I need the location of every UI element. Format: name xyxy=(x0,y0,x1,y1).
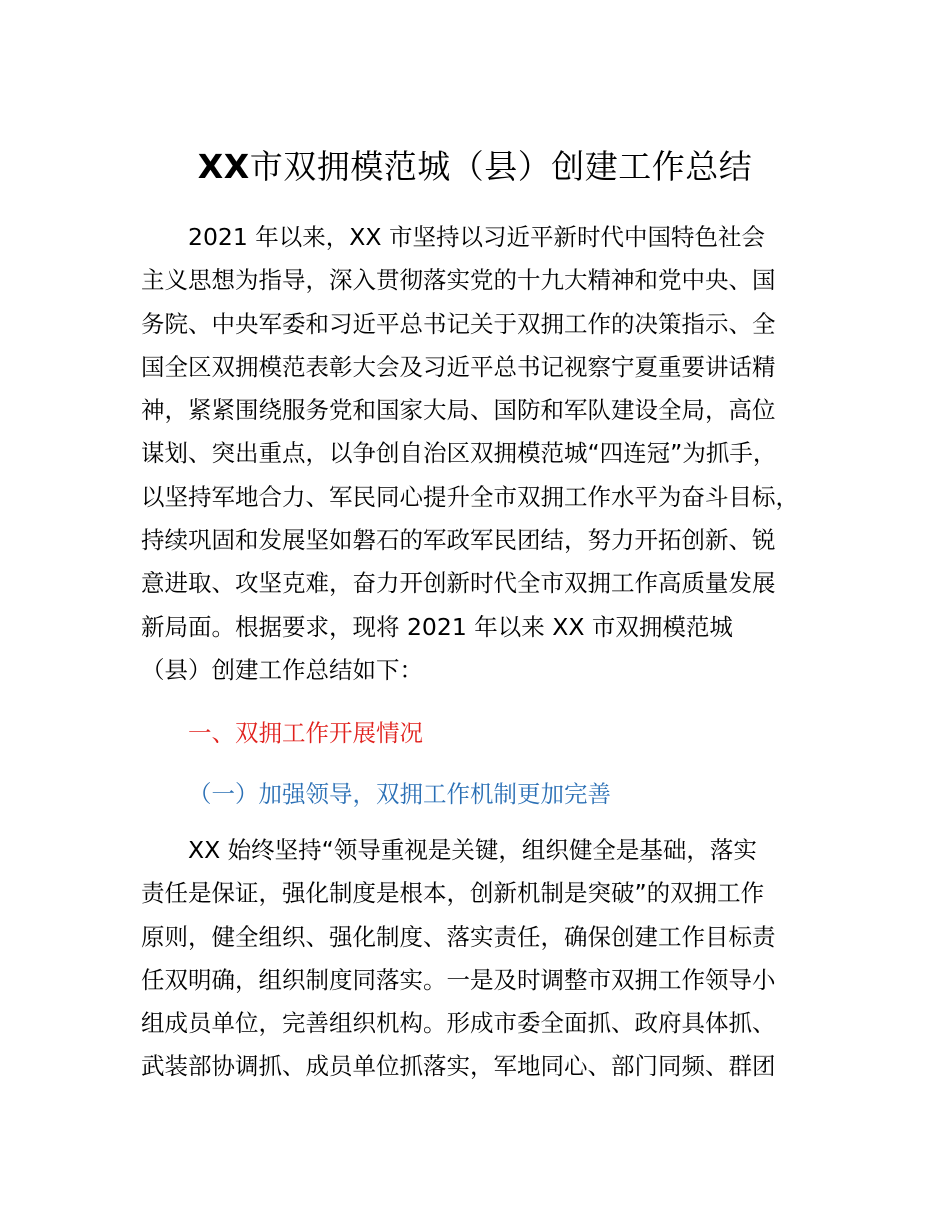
paragraph-intro xyxy=(141,216,841,692)
title-lead: XX xyxy=(197,147,250,186)
paragraph-line: 任双明确，组织制度同落实。一是及时调整市双拥工作领导小 xyxy=(141,965,776,994)
paragraph-line: 国全区双拥模范表彰大会及习近平总书记视察宁夏重要讲话精 xyxy=(141,352,776,381)
paragraph-line: 务院、中央军委和习近平总书记关于双拥工作的决策指示、全 xyxy=(141,309,776,338)
paragraph-line: 组成员单位，完善组织机构。形成市委全面抓、政府具体抓、 xyxy=(141,1009,776,1038)
paragraph-line: 以坚持军地合力、军民同心提升全市双拥工作水平为奋斗目标， xyxy=(141,482,799,511)
paragraph-line: 武装部协调抓、成员单位抓落实，军地同心、部门同频、群团 xyxy=(141,1052,776,1081)
paragraph-line: （县）创建工作总结如下： xyxy=(141,655,423,684)
paragraph-line: 神，紧紧围绕服务党和国家大局、国防和军队建设全局，高位 xyxy=(141,396,776,425)
paragraph-line: XX 始终坚持“领导重视是关键，组织健全是基础，落实 xyxy=(188,836,757,864)
document-title xyxy=(0,143,950,191)
paragraph-line: 主义思想为指导，深入贯彻落实党的十九大精神和党中央、国 xyxy=(141,266,776,295)
paragraph-line: 持续巩固和发展坚如磐石的军政军民团结，努力开拓创新、锐 xyxy=(141,526,776,555)
paragraph-line: 新局面。根据要求，现将 2021 年以来 XX 市双拥模范城 xyxy=(141,612,733,641)
section-heading: 一、双拥工作开展情况 xyxy=(188,719,423,747)
paragraph-line: 责任是保证，强化制度是根本，创新机制是突破”的双拥工作 xyxy=(141,879,765,908)
paragraph-line: 2021 年以来，XX 市坚持以习近平新时代中国特色社会 xyxy=(188,223,765,251)
paragraph-line: 意进取、攻坚克难，奋力开创新时代全市双拥工作高质量发展 xyxy=(141,569,776,598)
title-rest: 市双拥模范城（县）创建工作总结 xyxy=(249,147,753,186)
paragraph-line: 原则，健全组织、强化制度、落实责任，确保创建工作目标责 xyxy=(141,922,776,951)
paragraph-line: 谋划、突出重点，以争创自治区双拥模范城“四连冠”为抓手， xyxy=(141,439,777,468)
subsection-heading: （一）加强领导，双拥工作机制更加完善 xyxy=(188,780,611,808)
paragraph-leadership xyxy=(141,829,841,1089)
